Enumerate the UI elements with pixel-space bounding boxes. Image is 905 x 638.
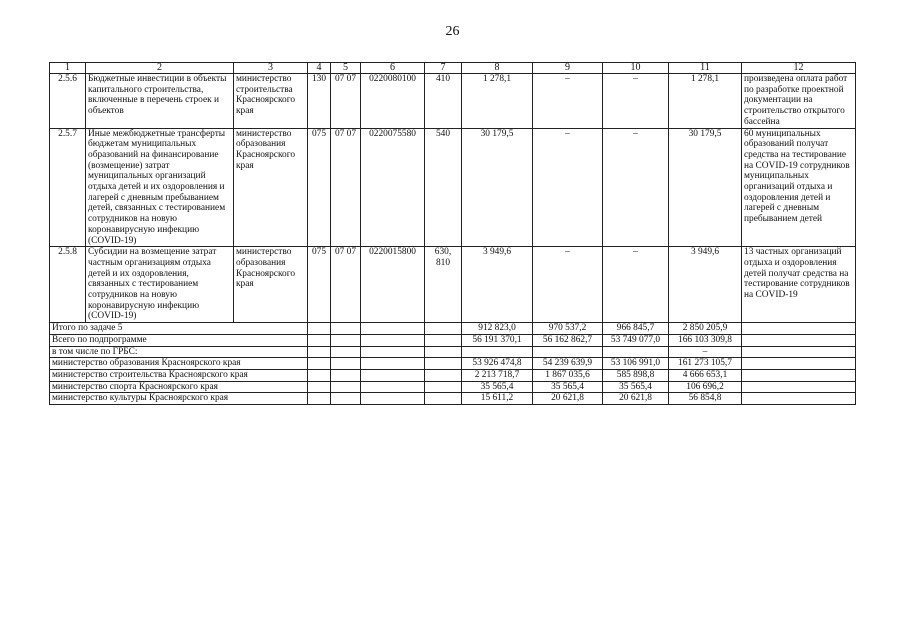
total-label: Всего по подпрограмме	[50, 334, 308, 346]
grbs-name: министерство образования Красноярского края	[234, 247, 308, 323]
item-name: Иные межбюджетные трансферты бюджетам муниципальных образований на финансирование (возмещение) затрат муниципальных организаций отдыха детей и их оздоровления и лагерей с дневным пребыванием детей, связанных с тестированием сотрудников на новую коронавирусную инфекцию (COVID-19)	[86, 128, 234, 247]
grbs-name: министерство строительства Красноярского края	[234, 74, 308, 129]
total-label: министерство образования Красноярского края	[50, 358, 308, 370]
total-col9: 35 565,4	[533, 381, 603, 393]
total-label: Итого по задаче 5	[50, 323, 308, 335]
table-row	[50, 128, 856, 247]
total-col8: 2 213 718,7	[462, 369, 533, 381]
column-header: 9	[533, 63, 603, 74]
section-code: 07 07	[331, 128, 361, 247]
column-header: 10	[603, 63, 669, 74]
total-col11: 106 696,2	[669, 381, 742, 393]
expected-result: произведена оплата работ по разработке проектной документации на строительство открытого бассейна	[742, 74, 856, 129]
total-col8: 56 191 370,1	[462, 334, 533, 346]
total-label: в том числе по ГРБС:	[50, 346, 308, 358]
total-col11: 56 854,8	[669, 393, 742, 405]
grbs-code: 075	[308, 128, 331, 247]
total-row	[50, 346, 856, 358]
grbs-code: 075	[308, 247, 331, 323]
total-col11: 166 103 309,8	[669, 334, 742, 346]
value-col10: –	[603, 74, 669, 129]
value-col9: –	[533, 128, 603, 247]
target-code: 0220015800	[361, 247, 425, 323]
expected-result: 60 муниципальных образований получат средства на тестирование на COVID-19 сотрудников муниципальных организаций отдыха и оздоровления детей и лагерей с дневным пребыванием детей	[742, 128, 856, 247]
total-col9	[533, 346, 603, 358]
total-col9: 20 621,8	[533, 393, 603, 405]
column-header: 1	[50, 63, 86, 74]
expected-result: 13 частных организаций отдыха и оздоровления детей получат средства на тестирование сотрудников на COVID-19	[742, 247, 856, 323]
grbs-name: министерство образования Красноярского края	[234, 128, 308, 247]
table-row	[50, 247, 856, 323]
column-header: 12	[742, 63, 856, 74]
grbs-code: 130	[308, 74, 331, 129]
column-header: 7	[425, 63, 462, 74]
value-col8: 30 179,5	[462, 128, 533, 247]
value-col10: –	[603, 247, 669, 323]
total-row	[50, 381, 856, 393]
total-col11: –	[669, 346, 742, 358]
total-col8: 53 926 474,8	[462, 358, 533, 370]
total-col11: 2 850 205,9	[669, 323, 742, 335]
column-header: 5	[331, 63, 361, 74]
target-code: 0220075580	[361, 128, 425, 247]
total-col9: 1 867 035,6	[533, 369, 603, 381]
value-col9: –	[533, 74, 603, 129]
total-col9: 56 162 862,7	[533, 334, 603, 346]
column-header: 11	[669, 63, 742, 74]
section-code: 07 07	[331, 74, 361, 129]
column-header: 8	[462, 63, 533, 74]
total-col8	[462, 346, 533, 358]
total-col8: 912 823,0	[462, 323, 533, 335]
column-number-row	[50, 63, 856, 74]
total-col9: 54 239 639,9	[533, 358, 603, 370]
value-col11: 30 179,5	[669, 128, 742, 247]
budget-table	[49, 62, 856, 405]
target-code: 0220080100	[361, 74, 425, 129]
total-col10: 966 845,7	[603, 323, 669, 335]
value-col9: –	[533, 247, 603, 323]
total-row	[50, 369, 856, 381]
total-col11: 4 666 653,1	[669, 369, 742, 381]
column-header: 4	[308, 63, 331, 74]
total-col9: 970 537,2	[533, 323, 603, 335]
value-col10: –	[603, 128, 669, 247]
total-col10: 53 749 077,0	[603, 334, 669, 346]
value-col8: 3 949,6	[462, 247, 533, 323]
total-row	[50, 358, 856, 370]
column-header: 3	[234, 63, 308, 74]
total-col10: 585 898,8	[603, 369, 669, 381]
column-header: 6	[361, 63, 425, 74]
total-label: министерство культуры Красноярского края	[50, 393, 308, 405]
total-col10: 53 106 991,0	[603, 358, 669, 370]
total-col11: 161 273 105,7	[669, 358, 742, 370]
total-label: министерство строительства Красноярского края	[50, 369, 308, 381]
total-col10: 20 621,8	[603, 393, 669, 405]
expense-type: 540	[425, 128, 462, 247]
value-col11: 3 949,6	[669, 247, 742, 323]
total-row	[50, 334, 856, 346]
table-row	[50, 74, 856, 129]
value-col11: 1 278,1	[669, 74, 742, 129]
item-number: 2.5.8	[50, 247, 86, 323]
page-number: 26	[445, 24, 460, 39]
value-col8: 1 278,1	[462, 74, 533, 129]
item-number: 2.5.7	[50, 128, 86, 247]
total-col10	[603, 346, 669, 358]
total-col8: 15 611,2	[462, 393, 533, 405]
expense-type: 410	[425, 74, 462, 129]
item-name: Бюджетные инвестиции в объекты капитального строительства, включенные в перечень строек и объектов	[86, 74, 234, 129]
section-code: 07 07	[331, 247, 361, 323]
expense-type: 630, 810	[425, 247, 462, 323]
total-row	[50, 323, 856, 335]
column-header: 2	[86, 63, 234, 74]
item-number: 2.5.6	[50, 74, 86, 129]
total-col10: 35 565,4	[603, 381, 669, 393]
total-row	[50, 393, 856, 405]
total-col8: 35 565,4	[462, 381, 533, 393]
item-name: Субсидии на возмещение затрат частным организациям отдыха детей и их оздоровления, связанных с тестированием сотрудников на новую коронавирусную инфекцию (COVID-19)	[86, 247, 234, 323]
total-label: министерство спорта Красноярского края	[50, 381, 308, 393]
